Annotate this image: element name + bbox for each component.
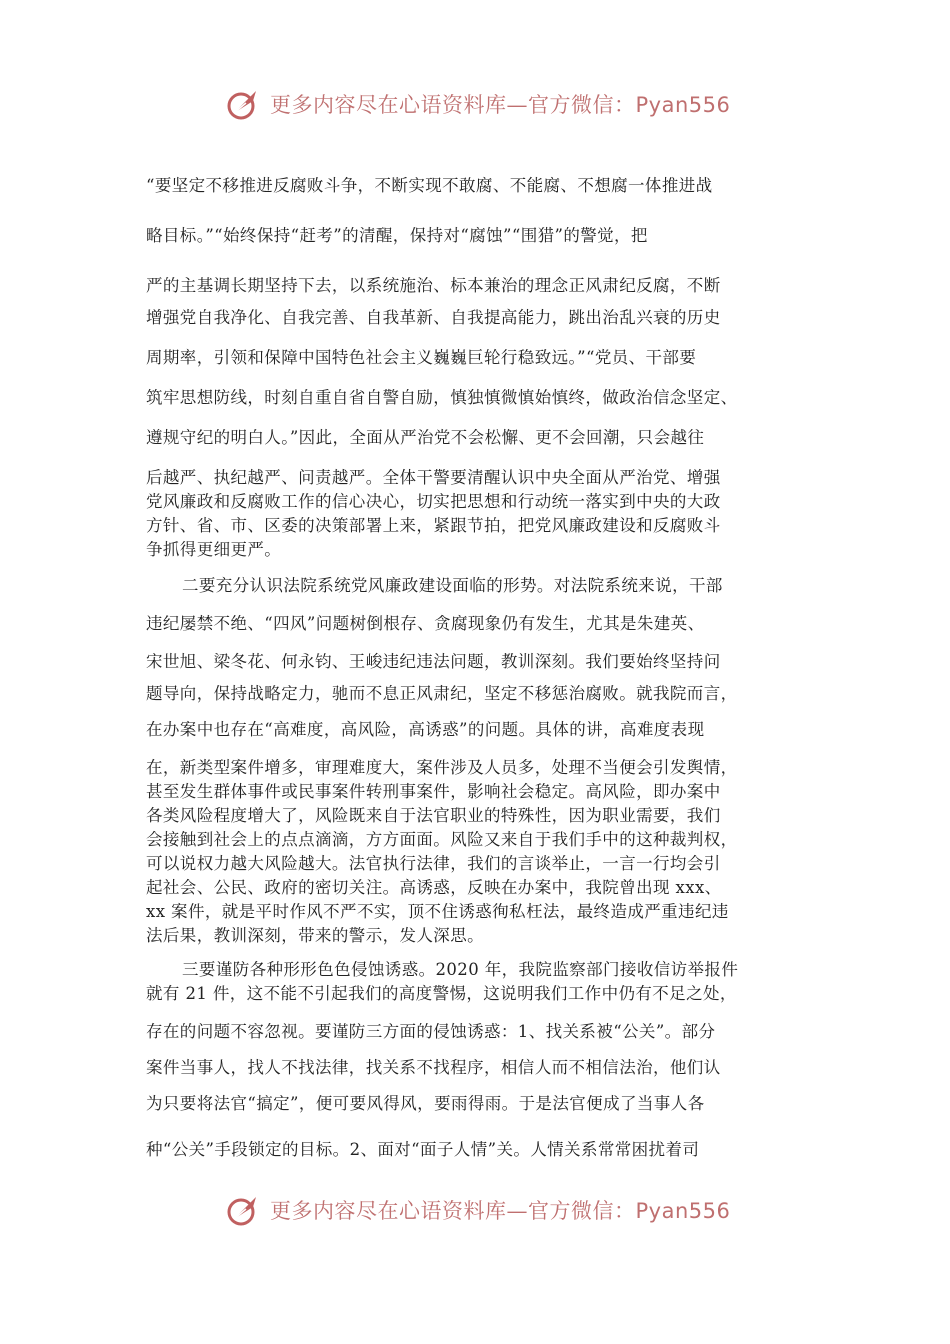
text-line: 方针、省、市、区委的决策部署上来，紧跟节拍，把党风廉政建设和反腐败斗 — [146, 516, 721, 535]
text-line: 违纪屡禁不绝、“四风”问题树倒根存、贪腐现象仍有发生，尤其是朱建英、 — [146, 614, 705, 633]
watermark-text: 更多内容尽在心语资料库—官方微信：Pyan556 — [270, 1199, 731, 1223]
text-line: 遵规守纪的明白人。”因此，全面从严治党不会松懈、更不会回潮，只会越往 — [146, 428, 705, 447]
text-line: 存在的问题不容忽视。要谨防三方面的侵蚀诱惑：1、找关系被“公关”。部分 — [146, 1022, 716, 1041]
document-body — [146, 174, 806, 1162]
text-line: 筑牢思想防线，时刻自重自省自警自励，慎独慎微慎始慎终，做政治信念坚定、 — [146, 388, 738, 407]
text-line: 争抓得更细更严。 — [146, 540, 282, 559]
paragraph-start-line: 三要谨防各种形形色色侵蚀诱惑。2020 年，我院监察部门接收信访举报件 — [182, 960, 739, 979]
text-line: 可以说权力越大风险越大。法官执行法律，我们的言谈举止，一言一行均会引 — [146, 854, 721, 873]
text-line: 增强党自我净化、自我完善、自我革新、自我提高能力，跳出治乱兴衰的历史 — [146, 308, 721, 327]
wechat-id: Pyan556 — [635, 1199, 731, 1223]
text-line: 案件当事人，找人不找法律，找关系不找程序，相信人而不相信法治，他们认 — [146, 1058, 721, 1077]
text-line: 宋世旭、梁冬花、何永钧、王峻违纪违法问题，教训深刻。我们要始终坚持问 — [146, 652, 721, 671]
text-line: 严的主基调长期坚持下去，以系统施治、标本兼治的理念正风肃纪反腐，不断 — [146, 276, 721, 295]
text-line: xx 案件，就是平时作风不严不实，顶不住诱惑徇私枉法，最终造成严重违纪违 — [146, 902, 729, 921]
quill-logo-icon — [226, 87, 260, 121]
watermark-text: 更多内容尽在心语资料库—官方微信：Pyan556 — [270, 93, 731, 117]
text-line: 后越严、执纪越严、问责越严。全体干警要清醒认识中央全面从严治党、增强 — [146, 468, 721, 487]
text-line: 就有 21 件，这不能不引起我们的高度警惕，这说明我们工作中仍有不足之处， — [146, 984, 737, 1003]
text-line: “要坚定不移推进反腐败斗争，不断实现不敢腐、不能腐、不想腐一体推进战 — [146, 176, 713, 195]
text-line: 略目标。”“始终保持“赶考”的清醒，保持对“腐蚀”“围猎”的警觉，把 — [146, 226, 648, 245]
text-line: 会接触到社会上的点点滴滴，方方面面。风险又来自于我们手中的这种裁判权， — [146, 830, 738, 849]
paragraph-start-line: 二要充分认识法院系统党风廉政建设面临的形势。对法院系统来说，干部 — [182, 576, 723, 595]
text-line: 各类风险程度增大了，风险既来自于法官职业的特殊性，因为职业需要，我们 — [146, 806, 721, 825]
text-line: 在，新类型案件增多，审理难度大，案件涉及人员多，处理不当便会引发舆情， — [146, 758, 738, 777]
quill-logo-icon — [226, 1193, 260, 1227]
header-watermark — [226, 84, 746, 124]
text-line: 党风廉政和反腐败工作的信心决心，切实把思想和行动统一落实到中央的大政 — [146, 492, 721, 511]
text-line: 起社会、公民、政府的密切关注。高诱惑，反映在办案中，我院曾出现 xxx、 — [146, 878, 722, 897]
footer-watermark — [226, 1190, 746, 1230]
text-line: 甚至发生群体事件或民事案件转刑事案件，影响社会稳定。高风险，即办案中 — [146, 782, 721, 801]
wechat-id: Pyan556 — [635, 93, 731, 117]
text-line: 法后果，教训深刻，带来的警示，发人深思。 — [146, 926, 484, 945]
text-line: 周期率，引领和保障中国特色社会主义巍巍巨轮行稳致远。”“党员、干部要 — [146, 348, 697, 367]
text-line: 题导向，保持战略定力，驰而不息正风肃纪，坚定不移惩治腐败。就我院而言， — [146, 684, 738, 703]
text-line: 种“公关”手段锁定的目标。2、面对“面子人情”关。人情关系常常困扰着司 — [146, 1140, 700, 1159]
text-line: 为只要将法官“搞定”，便可要风得风，要雨得雨。于是法官便成了当事人各 — [146, 1094, 705, 1113]
text-line: 在办案中也存在“高难度，高风险，高诱惑”的问题。具体的讲，高难度表现 — [146, 720, 705, 739]
